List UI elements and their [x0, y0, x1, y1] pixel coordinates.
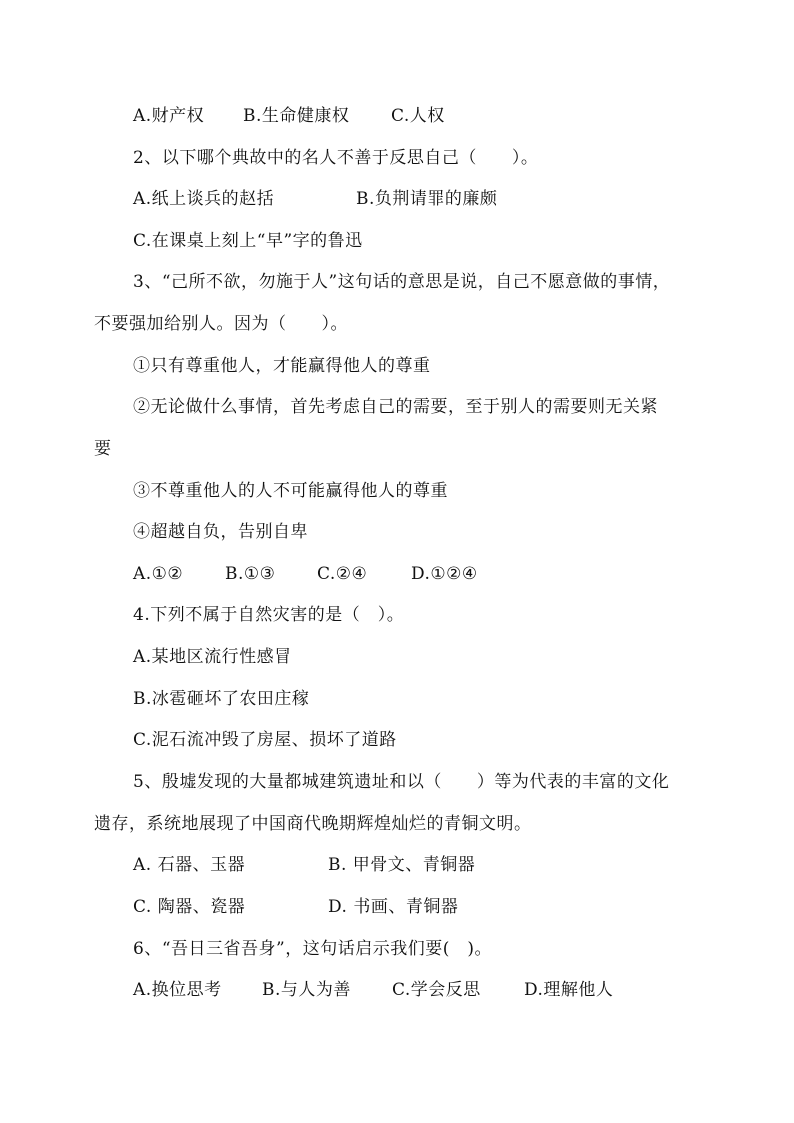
- q1-option-a: A.财产权: [133, 106, 205, 126]
- q2-stem: 2、以下哪个典故中的名人不善于反思自己（ ）。: [133, 148, 539, 168]
- q5-option-c: C. 陶器、瓷器: [133, 897, 246, 917]
- q2-option-b: B.负荆请罪的廉颇: [356, 189, 498, 209]
- q3-item-1: ①只有尊重他人，才能赢得他人的尊重: [133, 356, 431, 376]
- q5-options-row2: [133, 896, 459, 918]
- q1-option-c: C.人权: [391, 106, 445, 126]
- q5-stem-line2: 遗存，系统地展现了中国商代晚期辉煌灿烂的青铜文明。: [94, 814, 532, 834]
- q3-option-c: C.②④: [317, 564, 368, 584]
- q4-option-a: A.某地区流行性感冒: [133, 647, 292, 667]
- q3-item-3: ③不尊重他人的人不可能赢得他人的尊重: [133, 481, 448, 501]
- q5-option-a: A. 石器、玉器: [133, 855, 246, 875]
- q5-option-d: D. 书画、青铜器: [328, 897, 459, 917]
- q6-option-d: D.理解他人: [524, 980, 614, 1000]
- q1-options: [133, 105, 445, 127]
- q3-options: [133, 563, 478, 585]
- q6-option-c: C.学会反思: [392, 980, 481, 1000]
- q5-option-b: B. 甲骨文、青铜器: [328, 855, 476, 875]
- q1-option-b: B.生命健康权: [243, 106, 350, 126]
- q5-options-row1: [133, 854, 476, 876]
- q3-option-a: A.①②: [133, 564, 184, 584]
- q3-stem-line1: 3、“己所不欲，勿施于人”这句话的意思是说，自己不愿意做的事情，: [133, 272, 671, 292]
- q5-stem-line1: 5、殷墟发现的大量都城建筑遗址和以（ ）等为代表的丰富的文化: [133, 772, 670, 792]
- q3-item-2-line1: ②无论做什么事情，首先考虑自己的需要，至于别人的需要则无关紧: [133, 397, 658, 417]
- q6-options: [133, 979, 614, 1001]
- q3-stem-line2: 不要强加给别人。因为（ ）。: [94, 314, 348, 334]
- q6-stem: 6、“吾日三省吾身”，这句话启示我们要( )。: [133, 939, 492, 959]
- q3-item-2-line2: 要: [94, 439, 112, 459]
- q2-option-c: C.在课桌上刻上“早”字的鲁迅: [133, 231, 363, 251]
- q2-options-row1: [133, 188, 498, 210]
- q3-option-b: B.①③: [225, 564, 276, 584]
- q6-option-a: A.换位思考: [133, 980, 222, 1000]
- q4-stem: 4.下列不属于自然灾害的是（ ）。: [133, 605, 405, 625]
- q4-option-b: B.冰雹砸坏了农田庄稼: [133, 689, 310, 709]
- q3-option-d: D.①②④: [411, 564, 478, 584]
- q6-option-b: B.与人为善: [262, 980, 351, 1000]
- q3-item-4: ④超越自负，告别自卑: [133, 522, 308, 542]
- q2-option-a: A.纸上谈兵的赵括: [133, 189, 275, 209]
- q4-option-c: C.泥石流冲毁了房屋、损坏了道路: [133, 730, 397, 750]
